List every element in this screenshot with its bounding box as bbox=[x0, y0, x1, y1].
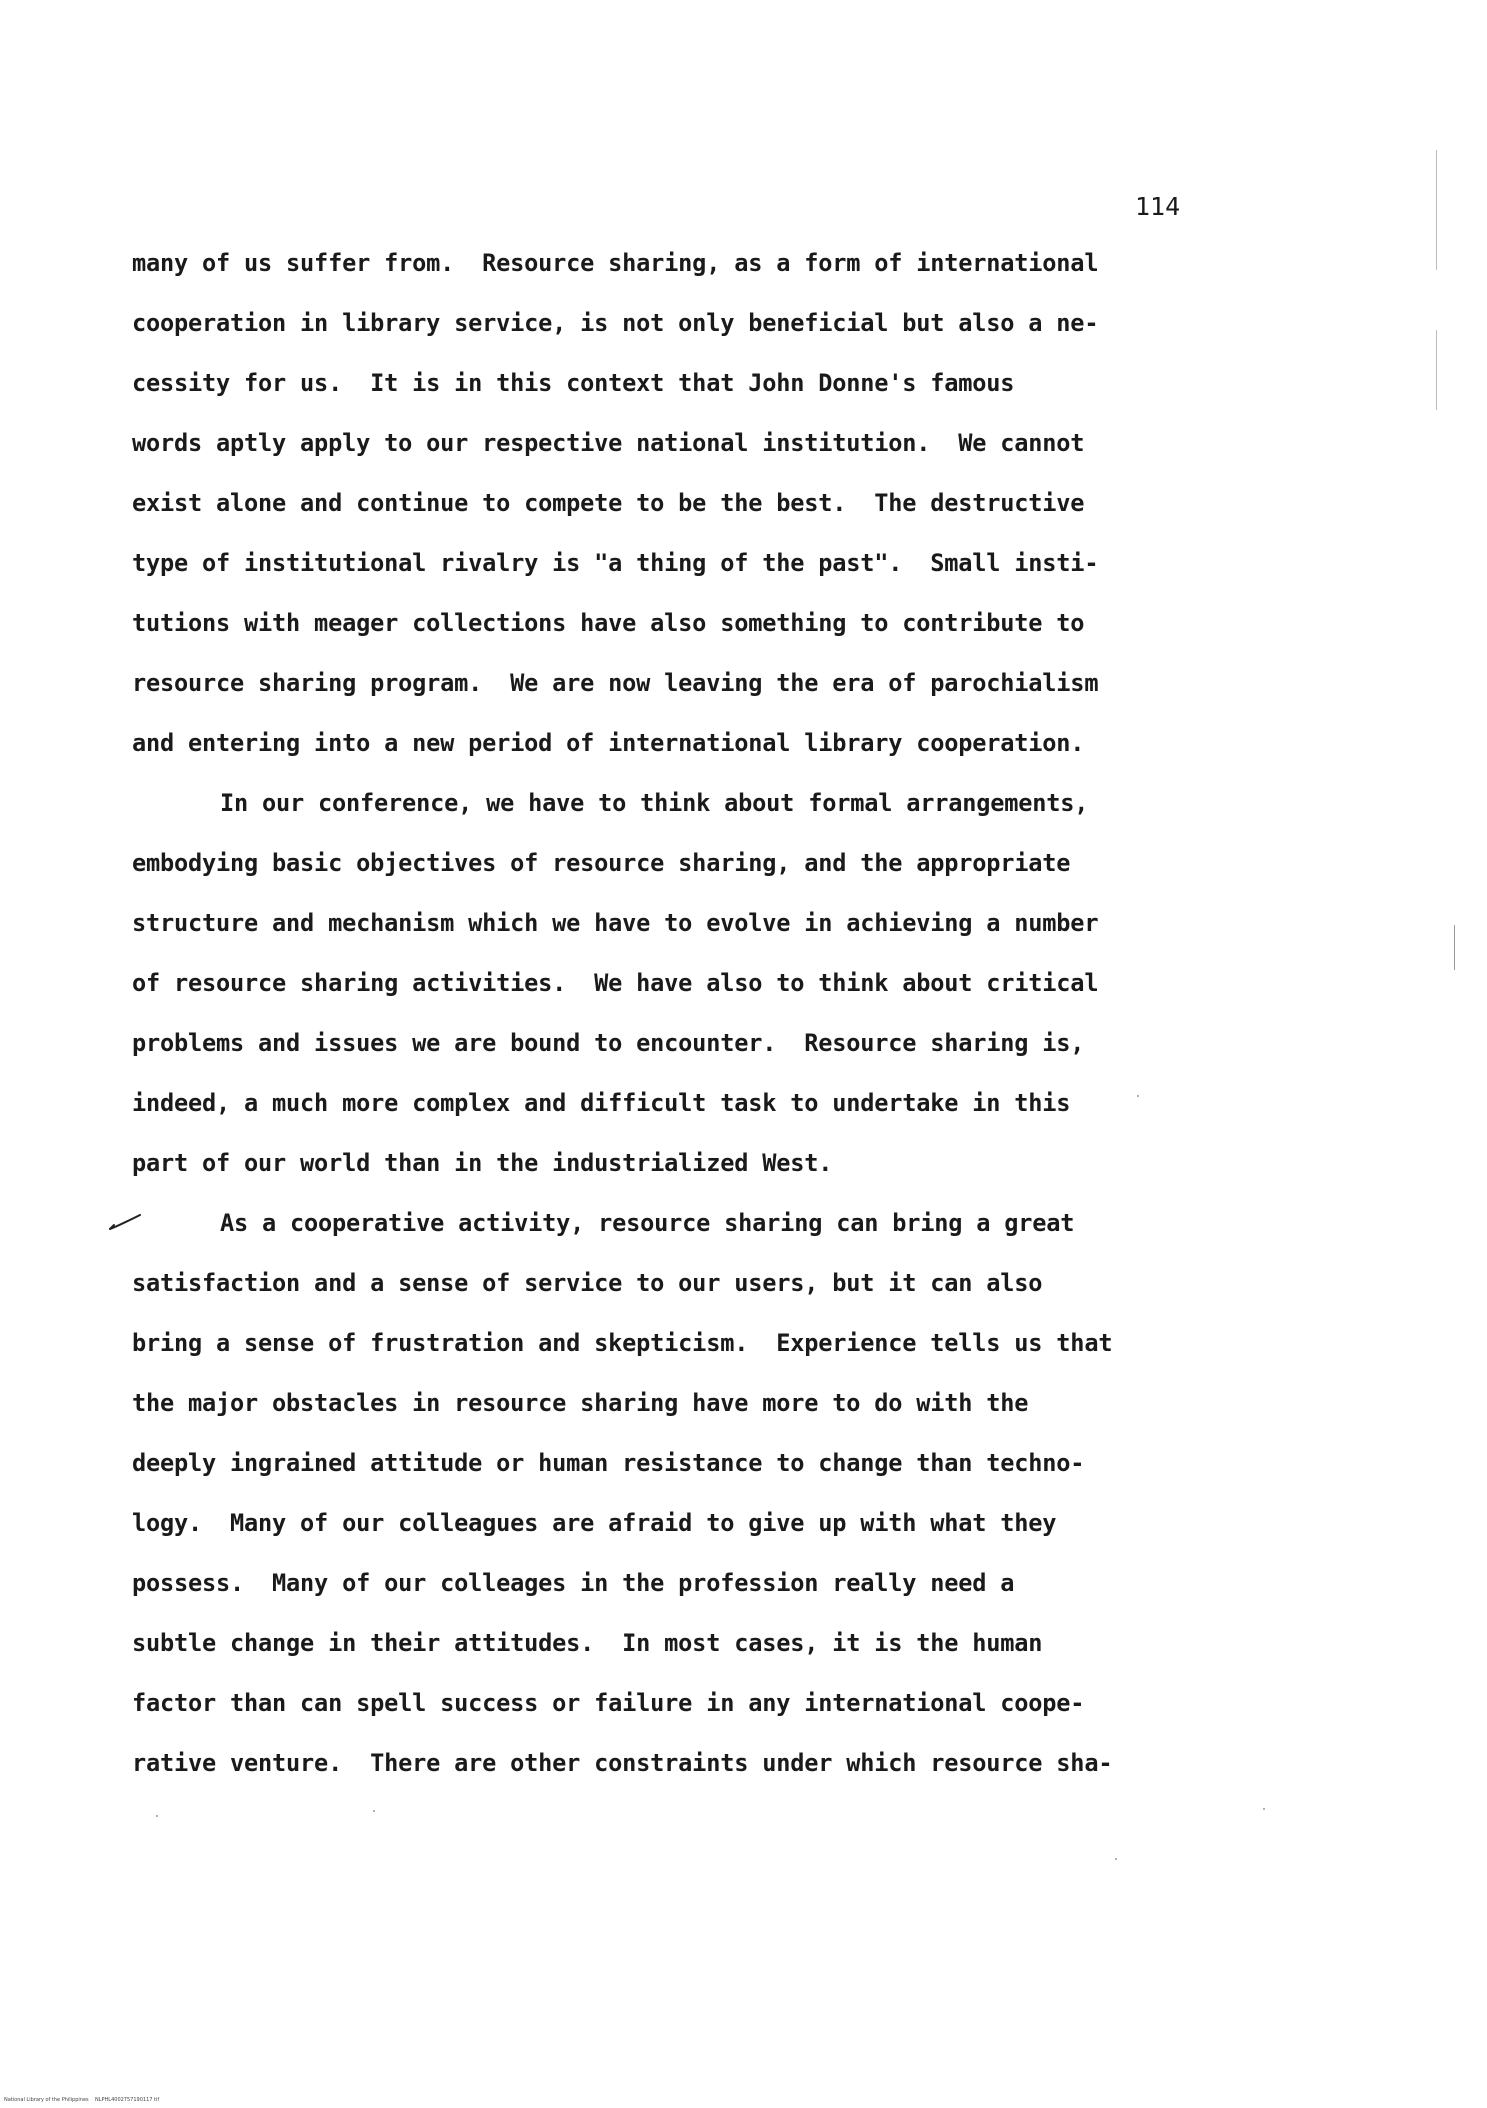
text-line: resource sharing program. We are now leaving the era of parochialism bbox=[132, 669, 1099, 697]
margin-check-mark-icon bbox=[108, 1213, 142, 1231]
text-line: satisfaction and a sense of service to our users, but it can also bbox=[132, 1269, 1043, 1297]
text-line: deeply ingrained attitude or human resistance to change than techno- bbox=[132, 1449, 1085, 1477]
scan-speck bbox=[156, 1815, 158, 1817]
scan-speck bbox=[373, 1810, 375, 1812]
text-line: type of institutional rivalry is "a thing of the past". Small insti- bbox=[132, 549, 1099, 577]
paragraph-1 bbox=[132, 233, 1192, 773]
document-body bbox=[132, 233, 1192, 1793]
text-line: cooperation in library service, is not only beneficial but also a ne- bbox=[132, 309, 1099, 337]
scan-edge-mark bbox=[1436, 330, 1437, 410]
page-number: 114 bbox=[1135, 192, 1181, 221]
text-line: cessity for us. It is in this context that John Donne's famous bbox=[132, 369, 1015, 397]
scan-footer-label: National Library of the Philippines NLPHL4002757190117 tif bbox=[4, 2097, 160, 2103]
text-line: problems and issues we are bound to encounter. Resource sharing is, bbox=[132, 1029, 1085, 1057]
text-line: structure and mechanism which we have to evolve in achieving a number bbox=[132, 909, 1099, 937]
text-line: many of us suffer from. Resource sharing, as a form of international bbox=[132, 249, 1099, 277]
text-line: exist alone and continue to compete to be the best. The destructive bbox=[132, 489, 1085, 517]
scan-speck bbox=[1115, 1858, 1117, 1860]
text-line: tutions with meager collections have also something to contribute to bbox=[132, 609, 1085, 637]
text-line: indeed, a much more complex and difficult task to undertake in this bbox=[132, 1089, 1071, 1117]
text-line: In our conference, we have to think about formal arrangements, bbox=[220, 789, 1089, 817]
text-line: and entering into a new period of international library cooperation. bbox=[132, 729, 1085, 757]
text-line: words aptly apply to our respective national institution. We cannot bbox=[132, 429, 1085, 457]
scan-edge-mark bbox=[1436, 150, 1437, 270]
text-line: factor than can spell success or failure in any international coope- bbox=[132, 1689, 1085, 1717]
text-line: As a cooperative activity, resource sharing can bring a great bbox=[220, 1209, 1075, 1237]
text-line: subtle change in their attitudes. In most cases, it is the human bbox=[132, 1629, 1043, 1657]
text-line: embodying basic objectives of resource sharing, and the appropriate bbox=[132, 849, 1071, 877]
text-line: bring a sense of frustration and skepticism. Experience tells us that bbox=[132, 1329, 1113, 1357]
scan-edge-mark bbox=[1454, 925, 1455, 970]
paragraph-3 bbox=[132, 1193, 1192, 1793]
scan-speck bbox=[1263, 1808, 1265, 1810]
text-line: the major obstacles in resource sharing have more to do with the bbox=[132, 1389, 1029, 1417]
paragraph-2 bbox=[132, 773, 1192, 1193]
text-line: of resource sharing activities. We have also to think about critical bbox=[132, 969, 1099, 997]
text-line: possess. Many of our colleages in the profession really need a bbox=[132, 1569, 1015, 1597]
scan-speck bbox=[1137, 1095, 1139, 1097]
text-line: rative venture. There are other constraints under which resource sha- bbox=[132, 1749, 1113, 1777]
text-line: part of our world than in the industrialized West. bbox=[132, 1149, 833, 1177]
text-line: logy. Many of our colleagues are afraid to give up with what they bbox=[132, 1509, 1057, 1537]
